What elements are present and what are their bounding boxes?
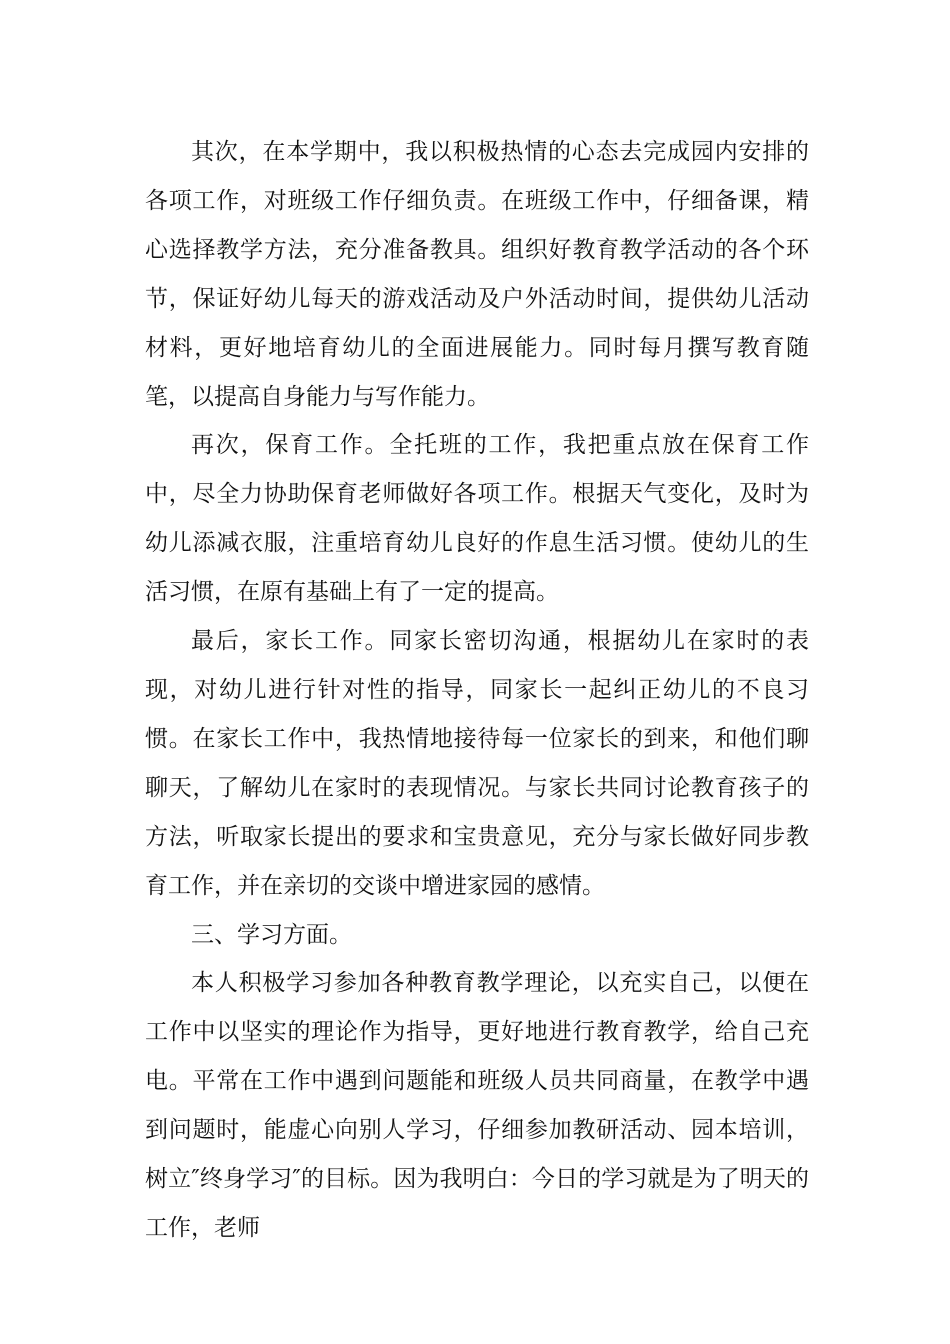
paragraph-daily-work: 其次，在本学期中，我以积极热情的心态去完成园内安排的各项工作，对班级工作仔细负责。在班级工作中，仔细备课，精心选择教学方法，充分准备教具。组织好教育教学活动的各个环节，保证好幼儿每天的游戏活动及户外活动时间，提供幼儿活动材料，更好地培育幼儿的全面进展能力。同时每月撰写教育随笔，以提高自身能力与写作能力。	[145, 139, 809, 410]
paragraph-childcare-work: 再次，保育工作。全托班的工作，我把重点放在保育工作中，尽全力协助保育老师做好各项工作。根据天气变化，及时为幼儿添减衣服，注重培育幼儿良好的作息生活习惯。使幼儿的生活习惯，在原有基础上有了一定的提高。	[145, 432, 809, 606]
document-body	[145, 128, 809, 1253]
paragraph-parent-work: 最后，家长工作。同家长密切沟通，根据幼儿在家时的表现，对幼儿进行针对性的指导，同家长一起纠正幼儿的不良习惯。在家长工作中，我热情地接待每一位家长的到来，和他们聊聊天，了解幼儿在家时的表现情况。与家长共同讨论教育孩子的方法，听取家长提出的要求和宝贵意见，充分与家长做好同步教育工作，并在亲切的交谈中增进家园的感情。	[145, 628, 809, 899]
section-heading-study: 三、学习方面。	[191, 921, 352, 948]
paragraph-study: 本人积极学习参加各种教育教学理论，以充实自己，以便在工作中以坚实的理论作为指导，更好地进行教育教学，给自己充电。平常在工作中遇到问题能和班级人员共同商量，在教学中遇到问题时，能虚心向别人学习，仔细参加教研活动、园本培训，树立″终身学习″的目标。因为我明白：今日的学习就是为了明天的工作，老师	[145, 970, 809, 1241]
